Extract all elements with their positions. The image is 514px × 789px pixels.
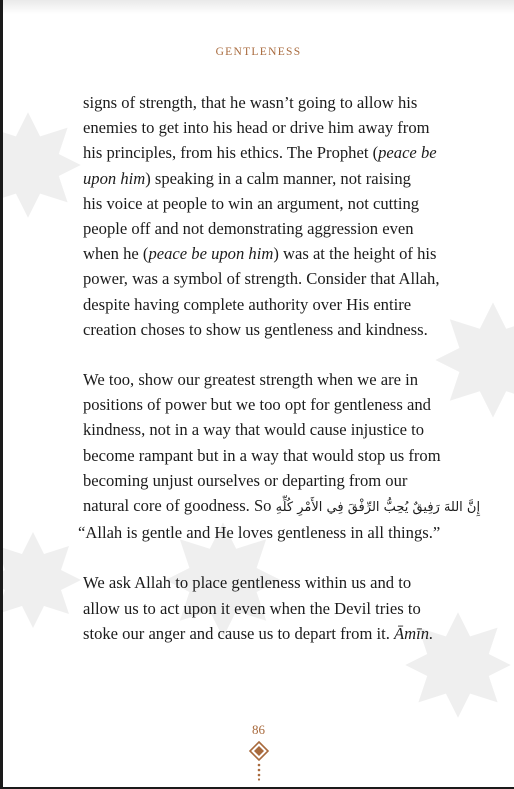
paragraph-gap (83, 342, 473, 367)
text-run: when he ( (83, 244, 149, 264)
text-run: become rampant but in a way that would stop us from (83, 445, 441, 465)
text-run: natural core of goodness. So (83, 496, 276, 516)
text-run: his voice at people to win an argument, not cutting (83, 193, 420, 213)
italic-run: Āmīn. (394, 623, 434, 643)
text-run: stoke our anger and cause us to depart from it. (83, 623, 395, 643)
text-line (83, 115, 473, 140)
text-run: becoming unjust ourselves or departing from our (83, 470, 408, 490)
text-line (83, 90, 473, 115)
italic-run: peace be (378, 143, 437, 163)
text-run: despite having complete authority over His entire (83, 294, 412, 314)
text-line (78, 520, 473, 545)
text-run: power, was a symbol of strength. Consider that Allah, (83, 269, 440, 289)
text-run: his principles, from his ethics. The Prophet ( (83, 143, 379, 163)
text-run: kindness, not in a way that would cause injustice to (83, 420, 425, 440)
text-run: positions of power but we too opt for gentleness and (83, 395, 431, 415)
text-line (83, 140, 473, 165)
paragraph-gap (83, 545, 473, 570)
text-line (83, 166, 473, 191)
text-run: enemies to get into his head or drive him away from (83, 118, 430, 138)
text-line (83, 621, 473, 646)
text-line (83, 216, 473, 241)
text-run: “Allah is gentle and He loves gentleness in all things.” (78, 523, 441, 543)
text-line (83, 596, 473, 621)
page-top-shadow (3, 0, 514, 14)
paragraph (83, 570, 473, 646)
text-run: people off and not demonstrating aggression even (83, 219, 414, 239)
paragraph (83, 90, 473, 342)
page-footer (3, 722, 514, 781)
watermark-star-icon (0, 530, 83, 630)
italic-run: upon him (83, 168, 146, 188)
text-line (83, 292, 473, 317)
text-run: ) was at the height of his (273, 244, 437, 264)
running-head-title: GENTLENESS (215, 46, 302, 58)
text-run: allow us to act upon it even when the Devil tries to (83, 598, 421, 618)
text-line (83, 468, 473, 493)
watermark-star-icon (0, 110, 83, 220)
text-run: creation choses to show us gentleness and kindness. (83, 319, 428, 339)
diamond-ornament-icon (248, 741, 270, 781)
paragraph (78, 367, 481, 545)
text-line (83, 317, 473, 342)
text-run: ) speaking in a calm manner, not raising (145, 168, 411, 188)
page-number: 86 (252, 722, 265, 737)
text-line (83, 367, 473, 392)
text-line (83, 392, 473, 417)
text-line (83, 570, 473, 595)
text-line (83, 417, 473, 442)
text-line (83, 191, 473, 216)
text-line (83, 443, 473, 468)
text-run: We too, show our greatest strength when we are in (83, 370, 419, 390)
text-line (83, 493, 481, 520)
text-line (83, 266, 473, 291)
body-text (78, 90, 481, 646)
text-run: We ask Allah to place gentleness within us and to (83, 573, 412, 593)
arabic-hadith-text: إِنَّ اللهَ رَفِيقٌ يُحِبُّ الرِّفْقَ فِي الأَمْرِ كُلِّهِ (275, 500, 481, 516)
text-line (83, 241, 473, 266)
italic-run: peace be upon him (148, 244, 274, 264)
text-run: signs of strength, that he wasn’t going to allow his (83, 93, 418, 112)
